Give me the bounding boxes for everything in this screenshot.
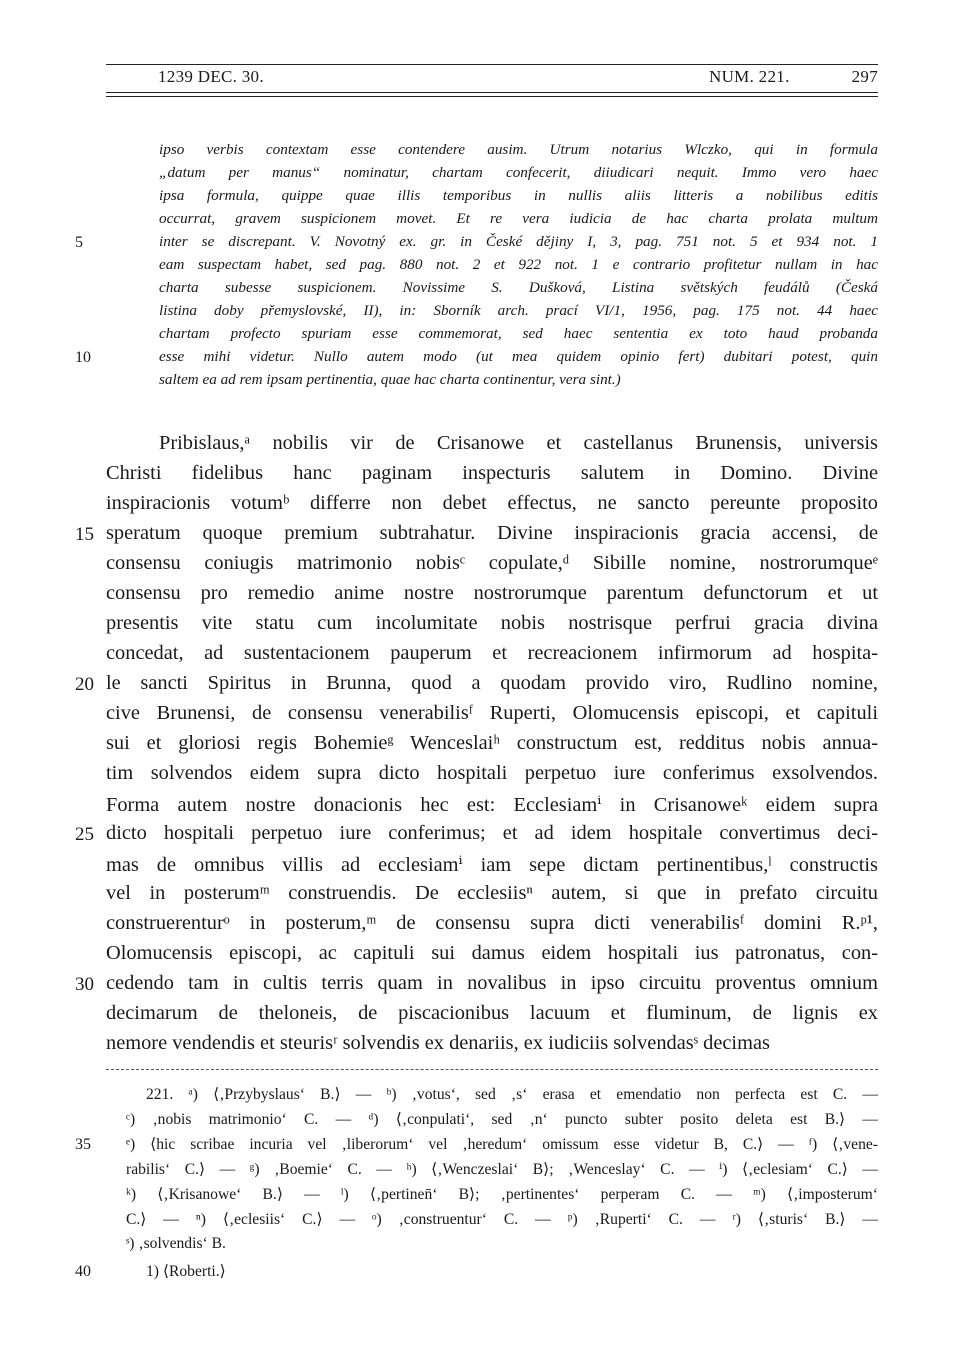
- running-head: [106, 67, 878, 89]
- header-rule-top: [106, 64, 878, 65]
- text-line: Olomucensis episcopi, ac capituli sui damus eidem hospitali ius patronatus, con-: [106, 942, 878, 964]
- text-line: le sancti Spiritus in Brunna, quod a quodam provido viro, Rudlino nomine,: [106, 672, 878, 694]
- apparatus-line: ᵏ) ⟨‚Krisanowe‘ B.⟩ — ˡ) ⟨‚pertinen̄‘ B⟩; ‚pertinentes‘ perperam C. — ᵐ) ⟨‚imposterum‘: [126, 1186, 878, 1203]
- commentary-line: chartam profecto spuriam esse commemorat, sed haec sententia ex toto haud probanda: [159, 325, 878, 342]
- line-number: 15: [75, 524, 94, 545]
- header-number: NUM. 221.: [709, 67, 790, 86]
- commentary-line: saltem ea ad rem ipsam pertinentia, quae hac charta continentur, vera sint.): [159, 371, 621, 388]
- text-line: construerenturᵒ in posterum,ᵐ de consensu supra dicti venerabilisᶠ domini R.ᵖ¹,: [106, 912, 878, 934]
- line-number: 5: [75, 234, 83, 251]
- header-rule-bottom: [106, 92, 878, 93]
- text-line: cedendo tam in cultis terris quam in novalibus in ipso circuitu proventus omnium: [106, 972, 878, 994]
- header-rule-bottom-double: [106, 96, 878, 97]
- text-line: cive Brunensi, de consensu venerabilisᶠ Ruperti, Olomucensis episcopi, et capituli: [106, 702, 878, 724]
- text-line: dicto hospitali perpetuo iure conferimus; et ad idem hospitale convertimus deci-: [106, 822, 878, 844]
- text-line: vel in posterumᵐ construendis. De ecclesiisⁿ autem, si que in prefato circuitu: [106, 882, 878, 904]
- commentary-line: inter se discrepant. V. Novotný ex. gr. in České dějiny I, 3, pag. 751 not. 5 et 934 not. 1: [159, 233, 878, 250]
- apparatus-line: ᶜ) ‚nobis matrimonio‘ C. — ᵈ) ⟨‚conpulati‘, sed ‚n‘ puncto subter posito deleta est B.⟩ —: [126, 1111, 878, 1128]
- text-line: sui et gloriosi regis Bohemieᵍ Wenceslaiʰ constructum est, redditus nobis annua-: [106, 732, 878, 754]
- reference-note: 1) ⟨Roberti.⟩: [146, 1263, 226, 1280]
- text-line: presentis vite statu cum incolumitate nobis nostrisque perfrui gracia divina: [106, 612, 878, 634]
- apparatus-line: ˢ) ‚solvendis‘ B.: [126, 1235, 226, 1252]
- line-number: 10: [75, 349, 91, 366]
- apparatus-line: 221. ᵃ) ⟨‚Przybyslaus‘ B.⟩ — ᵇ) ‚votus‘, sed ‚s‘ erasa et emendatio non perfecta est C. —: [146, 1086, 878, 1103]
- text-line: decimarum de theloneis, de piscacionibus lacuum et fluminum, de lignis ex: [106, 1002, 878, 1024]
- apparatus-line: ᵉ) ⟨hic scribae incuria vel ‚liberorum‘ vel ‚heredum‘ omissum esse videtur B, C.⟩ — ᶠ) ⟨‚vene-: [126, 1136, 878, 1153]
- commentary-line: esse mihi videtur. Nullo autem modo (ut mea quidem opinio fert) dubitari potest, quin: [159, 348, 878, 365]
- line-number: 35: [75, 1136, 91, 1153]
- text-line: mas de omnibus villis ad ecclesiamⁱ iam sepe dictam pertinentibus,ˡ constructis: [106, 854, 878, 876]
- commentary-line: „datum per manus“ nominatur, chartam confecerit, diiudicari nequit. Immo vero haec: [159, 164, 878, 181]
- header-date: 1239 DEC. 30.: [158, 67, 264, 86]
- line-number: 30: [75, 974, 94, 995]
- apparatus-line: rabilis‘ C.⟩ — ᵍ) ‚Boemie‘ C. — ʰ) ⟨‚Wenczeslai‘ B⟩; ‚Wenceslay‘ C. — ⁱ) ⟨‚eclesiam‘ C.⟩ —: [126, 1161, 878, 1178]
- text-line: concedat, ad sustentacionem pauperum et recreacionem infirmorum ad hospita-: [106, 642, 878, 664]
- commentary-line: ipsa formula, quippe quae illis temporibus in nullis aliis litteris a nobilibus editis: [159, 187, 878, 204]
- text-line: Pribislaus,ᵃ nobilis vir de Crisanowe et castellanus Brunensis, universis: [159, 432, 878, 454]
- text-line: nemore vendendis et steurisʳ solvendis ex denariis, ex iudiciis solvendasˢ decimas: [106, 1032, 770, 1054]
- commentary-line: eam suspectam habet, sed pag. 880 not. 2 et 922 not. 1 e contrario profitetur nullam in hac: [159, 256, 878, 273]
- text-line: speratum quoque premium subtrahatur. Divine inspiracionis gracia accensi, de: [106, 522, 878, 544]
- apparatus-line: C.⟩ — ⁿ) ⟨‚eclesiis‘ C.⟩ — ᵒ) ‚construentur‘ C. — ᵖ) ‚Ruperti‘ C. — ʳ) ⟨‚sturis‘ B.⟩ —: [126, 1211, 878, 1228]
- line-number: 40: [75, 1263, 91, 1280]
- text-line: Forma autem nostre donacionis hec est: Ecclesiamⁱ in Crisanoweᵏ eidem supra: [106, 794, 878, 816]
- commentary-line: listina doby přemyslovské, II), in: Sborník arch. prací VI/1, 1956, pag. 175 not. 44 haec: [159, 302, 878, 319]
- text-line: consensu coniugis matrimonio nobisᶜ copulate,ᵈ Sibille nomine, nostrorumqueᵉ: [106, 552, 878, 574]
- text-line: consensu pro remedio anime nostre nostrorumque parentum defunctorum et ut: [106, 582, 878, 604]
- text-line: inspiracionis votumᵇ differre non debet effectus, ne sancto pereunte proposito: [106, 492, 878, 514]
- line-number: 20: [75, 674, 94, 695]
- footnote-separator: [106, 1069, 878, 1070]
- text-line: Christi fidelibus hanc paginam inspecturis salutem in Domino. Divine: [106, 462, 878, 484]
- text-line: tim solvendos eidem supra dicto hospitali perpetuo iure conferimus exsolvendos.: [106, 762, 878, 784]
- commentary-line: ipso verbis contextam esse contendere ausim. Utrum notarius Wlczko, qui in formula: [159, 141, 878, 158]
- line-number: 25: [75, 824, 94, 845]
- page-number: 297: [851, 67, 878, 86]
- commentary-line: occurrat, gravem suspicionem movet. Et re vera iudicia de hac charta prolata multum: [159, 210, 878, 227]
- commentary-line: charta subesse suspicionem. Novissime S. Dušková, Listina světských feudálů (Česká: [159, 279, 878, 296]
